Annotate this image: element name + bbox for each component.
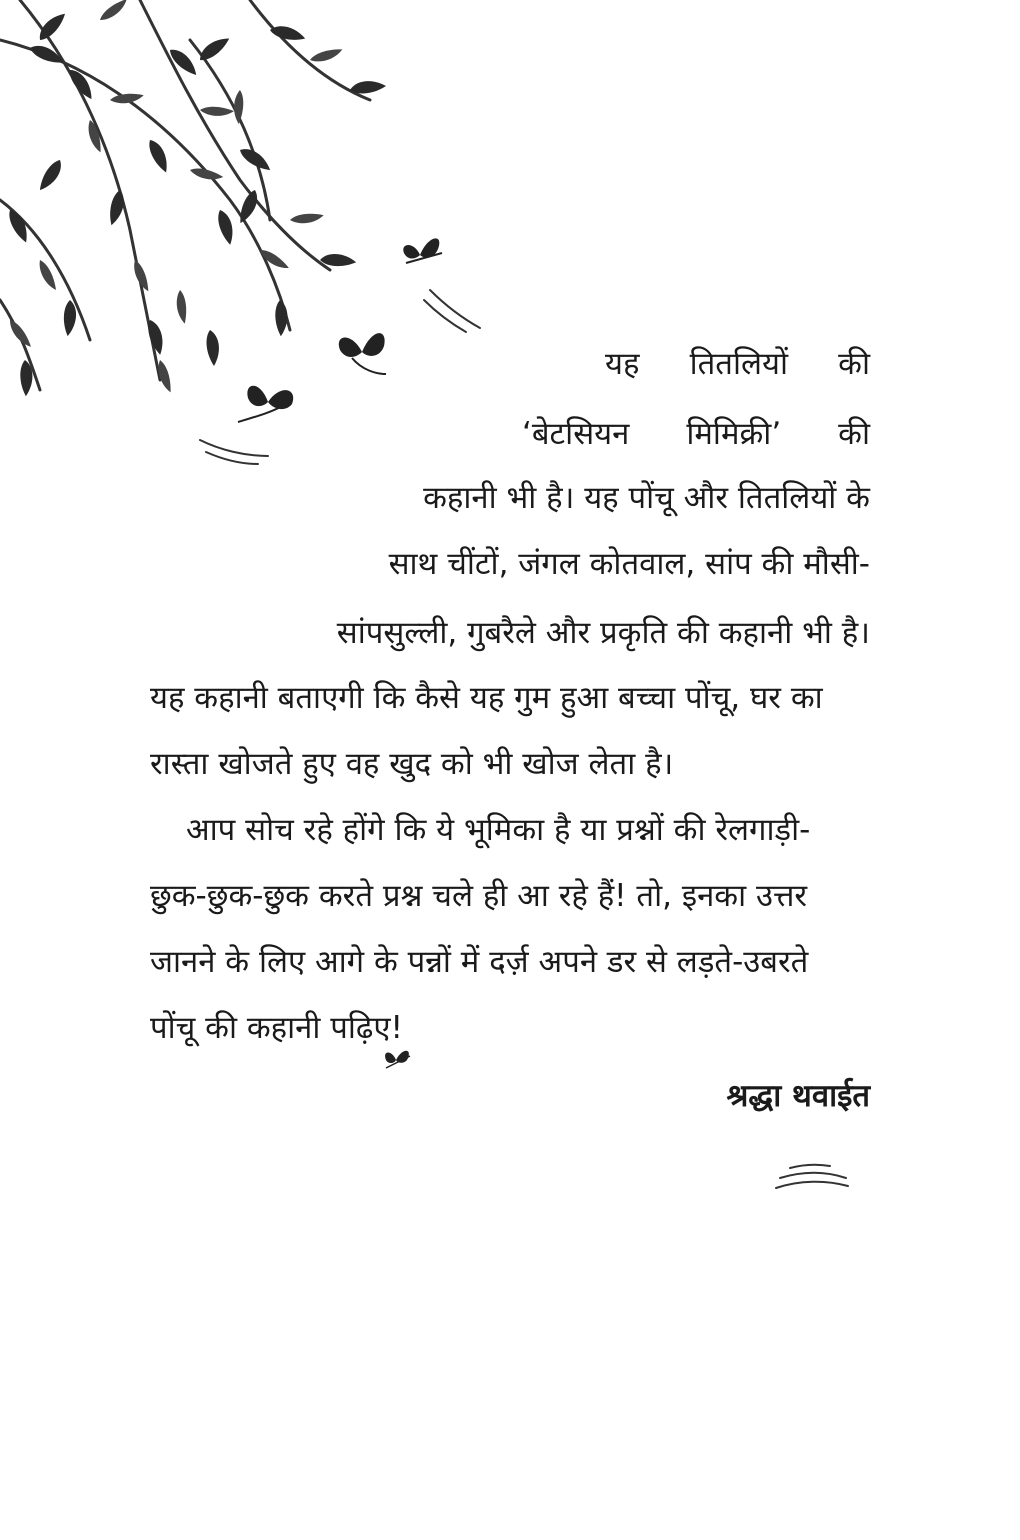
text-line <box>605 344 870 384</box>
text-line <box>522 414 870 454</box>
butterfly-icon <box>403 238 442 263</box>
text-line: छुक-छुक-छुक करते प्रश्न चले ही आ रहे हैं! तो, इनका उत्तर <box>150 878 808 914</box>
text-line: आप सोच रहे होंगे कि ये भूमिका है या प्रश्नों की रेलगाड़ी- <box>186 812 811 848</box>
butterfly-icon <box>238 386 293 422</box>
text-line: सांपसुल्ली, गुबरैले और प्रकृति की कहानी भी है। <box>336 615 870 651</box>
text-line: रास्ता खोजते हुए वह खुद को भी खोज लेता है। <box>150 746 674 782</box>
butterfly-icon <box>339 333 386 374</box>
word: ‘बेटसियन <box>522 416 630 452</box>
word: मिमिक्री’ <box>686 416 782 452</box>
word: तितलियों <box>689 346 789 382</box>
text-line: पोंचू की कहानी पढ़िए! <box>150 1010 403 1046</box>
butterfly-icon <box>385 1051 410 1068</box>
word: की <box>838 416 870 452</box>
text-line: यह कहानी बताएगी कि कैसे यह गुम हुआ बच्चा पोंचू, घर का <box>150 680 823 716</box>
text-line: जानने के लिए आगे के पन्नों में दर्ज़ अपने डर से लड़ते-उबरते <box>150 944 809 980</box>
text-line: साथ चींटों, जंगल कोतवाल, सांप की मौसी- <box>388 546 870 582</box>
text-line: कहानी भी है। यह पोंचू और तितलियों के <box>423 480 870 516</box>
word: यह <box>605 346 640 382</box>
word: की <box>838 346 870 382</box>
author-signature: श्रद्धा थवाईत <box>726 1078 870 1114</box>
